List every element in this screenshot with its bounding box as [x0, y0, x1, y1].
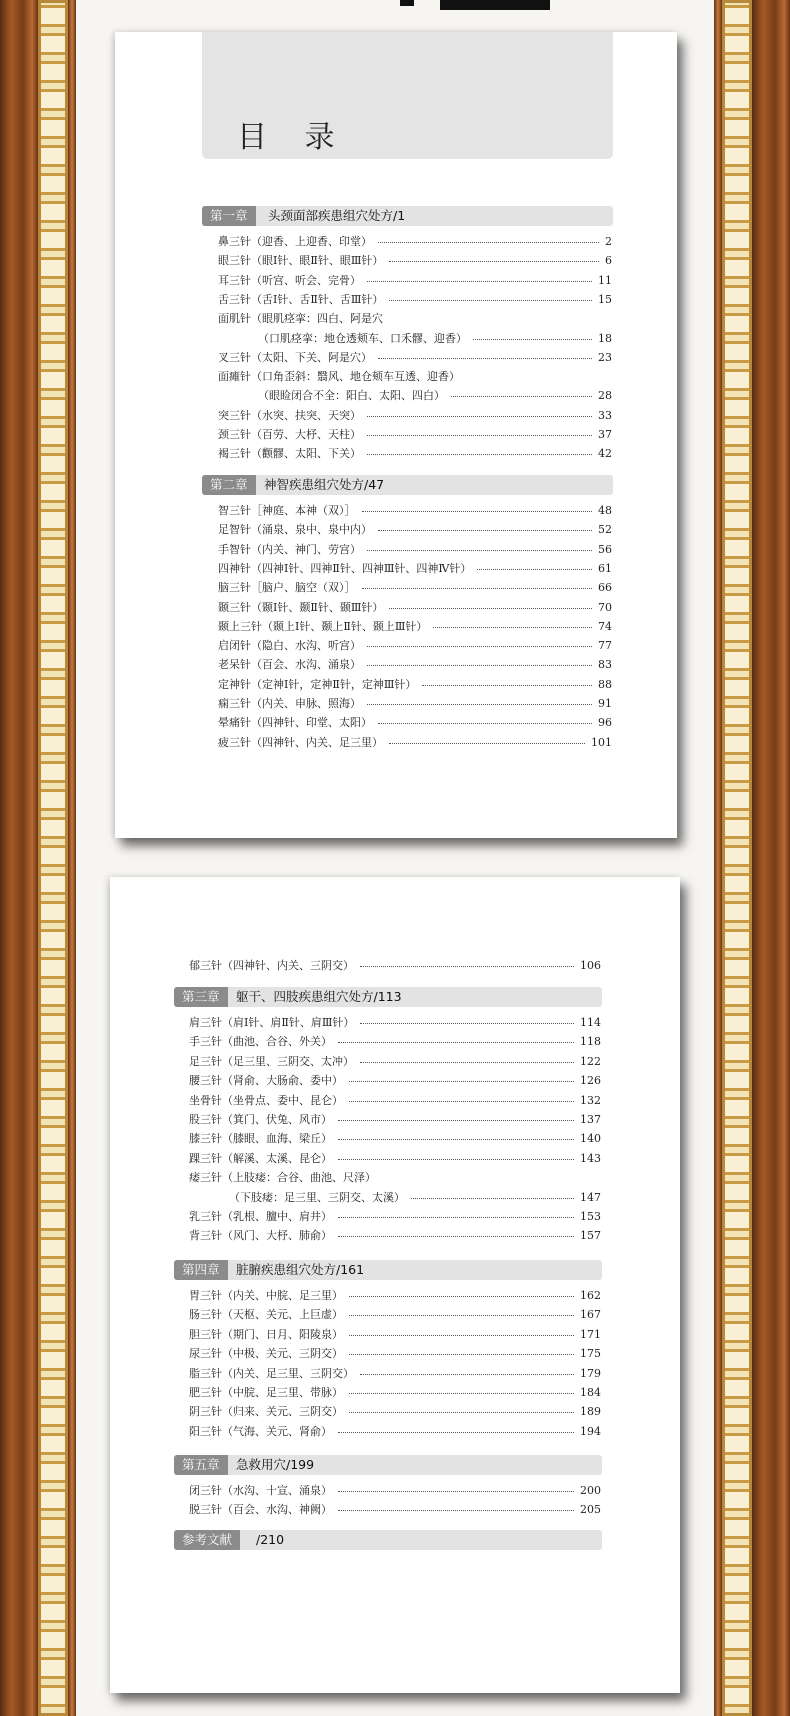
toc-entry: [189, 1033, 601, 1051]
chapter-heading: [174, 987, 602, 1007]
right-decorative-frame: [712, 0, 790, 1716]
leader-dots: [451, 396, 592, 397]
toc-entry-text: 晕痛针（四神针、印堂、太阳）: [218, 714, 376, 732]
toc-entry-page: 157: [580, 1229, 601, 1243]
toc-entry-text: 老呆针（百会、水沟、涌泉）: [218, 656, 365, 674]
toc-entry-text: 闭三针（水沟、十宣、涌泉）: [189, 1482, 336, 1500]
toc-entry-page: 118: [580, 1035, 601, 1049]
leader-dots: [367, 646, 592, 647]
toc-entry-page: 56: [598, 542, 612, 556]
toc-entry-text: 足三针（足三里、三阴交、太冲）: [189, 1053, 358, 1071]
leader-dots: [338, 1236, 574, 1237]
toc-entry-text: 面肌针（眼肌痉挛：四白、阿是穴: [218, 310, 387, 328]
book-page-1: [115, 32, 677, 838]
toc-entry-page: 189: [580, 1405, 601, 1419]
toc-entry: [189, 1365, 601, 1383]
toc-entry-page: 18: [598, 331, 612, 345]
toc-entry-page: 184: [580, 1386, 601, 1399]
toc-entry-page: 91: [598, 697, 612, 710]
toc-entry-text: 叉三针（太阳、下关、阿是穴）: [218, 349, 376, 367]
leader-dots: [360, 1023, 574, 1024]
toc-entry-page: 11: [598, 273, 612, 287]
toc-entry-page: 37: [598, 428, 612, 441]
leader-dots: [473, 339, 592, 340]
toc-entry-text: 智三针［神庭、本神（双）］: [218, 502, 360, 520]
toc-entry: [258, 387, 612, 405]
toc-entry-text: 乳三针（乳根、膻中、肩井）: [189, 1208, 336, 1226]
leader-dots: [349, 1081, 574, 1082]
toc-entry-page: 15: [598, 292, 612, 306]
toc-entry-text: 颞上三针（颞上Ⅰ针、颞上Ⅱ针、颞上Ⅲ针）: [218, 618, 431, 636]
toc-entry: [189, 1227, 601, 1245]
toc-title-box: [202, 32, 613, 159]
toc-entry-text: 尿三针（中极、关元、三阴交）: [189, 1345, 347, 1363]
chapter-title: /210: [256, 1532, 285, 1547]
leader-dots: [411, 1198, 574, 1199]
chapter-tag: 第一章: [202, 206, 256, 226]
toc-entry-text: 胃三针（内关、中脘、足三里）: [189, 1287, 347, 1305]
toc-entry-page: 205: [580, 1503, 601, 1517]
toc-entry: [189, 1014, 601, 1032]
chapter-heading: [174, 1530, 602, 1550]
toc-entry-text: 褐三针（颧髎、太阳、下关）: [218, 445, 365, 463]
chapter-heading: [202, 475, 613, 495]
toc-entry: [258, 330, 612, 348]
chapter-title: 躯干、四肢疾患组穴处方/113: [236, 989, 402, 1004]
toc-entry-text: 舌三针（舌Ⅰ针、舌Ⅱ针、舌Ⅲ针）: [218, 291, 387, 309]
chapter-tag: 参考文献: [174, 1530, 240, 1550]
leader-dots: [349, 1412, 574, 1413]
toc-entry-text: 膝三针（膝眼、血海、梁丘）: [189, 1130, 336, 1148]
chapter-title: 急救用穴/199: [236, 1457, 315, 1472]
toc-entry: [218, 560, 612, 578]
cropped-heading-fragment: [400, 0, 414, 6]
leader-dots: [338, 1432, 574, 1433]
toc-entry: [229, 1189, 601, 1207]
chapter-tag: 第五章: [174, 1455, 228, 1475]
toc-entry-text: 阴三针（归来、关元、三阴交）: [189, 1403, 347, 1421]
toc-entry: [218, 426, 612, 444]
toc-entry-page: 83: [598, 658, 612, 672]
leader-dots: [362, 511, 592, 512]
leader-dots: [360, 966, 574, 967]
leader-dots: [378, 358, 592, 359]
toc-entry: [218, 233, 612, 251]
toc-entry-text: 痫三针（内关、申脉、照海）: [218, 695, 365, 713]
toc-entry: [189, 1208, 601, 1226]
toc-entry: [189, 1306, 601, 1324]
leader-dots: [362, 588, 592, 589]
left-decorative-frame: [0, 0, 78, 1716]
book-page-2: [110, 877, 680, 1693]
leader-dots: [349, 1101, 574, 1102]
toc-entry-page: 96: [598, 716, 612, 730]
toc-entry: [189, 1092, 601, 1110]
toc-entry: [189, 1111, 601, 1129]
toc-entry-page: 106: [580, 959, 601, 972]
toc-entry-page: 162: [580, 1289, 601, 1302]
toc-entry-text: 肩三针（肩Ⅰ针、肩Ⅱ针、肩Ⅲ针）: [189, 1014, 358, 1032]
leader-dots: [389, 261, 599, 262]
toc-entry-page: 23: [598, 350, 612, 364]
toc-entry-text: 定神针（定神Ⅰ针，定神Ⅱ针，定神Ⅲ针）: [218, 676, 420, 694]
toc-entry-page: 61: [598, 561, 612, 575]
leader-dots: [349, 1393, 574, 1394]
chapter-title: 脏腑疾患组穴处方/161: [236, 1262, 365, 1277]
leader-dots: [389, 608, 592, 609]
leader-dots: [349, 1354, 574, 1355]
toc-entry-text: 胆三针（期门、日月、阳陵泉）: [189, 1326, 347, 1344]
toc-entry-text: 眼三针（眼Ⅰ针、眼Ⅱ针、眼Ⅲ针）: [218, 252, 387, 270]
leader-dots: [367, 665, 592, 666]
leader-dots: [367, 281, 592, 282]
toc-entry-page: 147: [580, 1190, 601, 1204]
toc-entry-page: 171: [580, 1327, 601, 1341]
toc-entry-text: 足智针（涌泉、泉中、泉中内）: [218, 521, 376, 539]
toc-entry-text: 突三针（水突、扶突、天突）: [218, 407, 365, 425]
toc-entry: [218, 637, 612, 655]
leader-dots: [367, 704, 592, 705]
toc-entry-page: 74: [598, 619, 612, 633]
leader-dots: [338, 1120, 574, 1121]
toc-entry: [189, 1501, 601, 1519]
toc-entry-page: 153: [580, 1210, 601, 1223]
leader-dots: [349, 1335, 574, 1336]
toc-entry-text: 脂三针（内关、足三里、三阴交）: [189, 1365, 358, 1383]
toc-entry-text: 脱三针（百会、水沟、神阙）: [189, 1501, 336, 1519]
toc-entry-text: 腰三针（肾俞、大肠俞、委中）: [189, 1072, 347, 1090]
toc-entry: [218, 579, 612, 597]
chapter-tag: 第三章: [174, 987, 228, 1007]
toc-entry-page: 77: [598, 639, 612, 653]
toc-entry-text: （眼睑闭合不全：阳白、太阳、四白）: [258, 387, 449, 405]
toc-entry: [218, 252, 612, 270]
leader-dots: [338, 1139, 574, 1140]
toc-entry-page: 48: [598, 504, 612, 517]
leader-dots: [422, 685, 592, 686]
toc-entry-page: 6: [605, 254, 612, 268]
leader-dots: [477, 569, 592, 570]
toc-entry-text: 启闭针（隐白、水沟、听宫）: [218, 637, 365, 655]
toc-entry-page: 70: [598, 600, 612, 614]
toc-entry-page: 114: [580, 1016, 601, 1029]
toc-entry-text: 背三针（风门、大杼、肺俞）: [189, 1227, 336, 1245]
chapter-tag: 第四章: [174, 1260, 228, 1280]
leader-dots: [360, 1374, 574, 1375]
leader-dots: [338, 1042, 574, 1043]
toc-entry: [218, 368, 612, 386]
leader-dots: [367, 454, 592, 455]
toc-entry: [218, 541, 612, 559]
toc-entry: [218, 272, 612, 290]
toc-entry-text: 阳三针（气海、关元、肾俞）: [189, 1423, 336, 1441]
toc-entry-text: 痿三针（上肢痿：合谷、曲池、尺泽）: [189, 1169, 380, 1187]
toc-entry: [189, 1326, 601, 1344]
toc-entry-page: 167: [580, 1308, 601, 1322]
toc-entry-page: 52: [598, 523, 612, 537]
toc-entry: [189, 1130, 601, 1148]
leader-dots: [378, 242, 599, 243]
toc-entry-page: 179: [580, 1366, 601, 1380]
toc-entry-page: 137: [580, 1113, 601, 1126]
toc-entry-page: 66: [598, 581, 612, 595]
toc-entry-page: 88: [598, 677, 612, 691]
toc-entry-text: 踝三针（解溪、太溪、昆仑）: [189, 1150, 336, 1168]
toc-entry-page: 194: [580, 1424, 601, 1438]
toc-entry-page: 28: [598, 389, 612, 403]
leader-dots: [338, 1491, 574, 1492]
toc-entry: [189, 1150, 601, 1168]
toc-entry-page: 200: [580, 1484, 601, 1497]
toc-entry: [189, 1384, 601, 1402]
leader-dots: [338, 1217, 574, 1218]
toc-title: 目 录: [237, 120, 349, 155]
toc-entry-text: （下肢痿：足三里、三阴交、太溪）: [229, 1189, 409, 1207]
toc-entry-text: 颈三针（百劳、大杼、天柱）: [218, 426, 365, 444]
toc-entry-text: 耳三针（听宫、听会、完骨）: [218, 272, 365, 290]
leader-dots: [338, 1159, 574, 1160]
toc-entry: [218, 502, 612, 520]
toc-entry: [218, 695, 612, 713]
chapter-title: 神智疾患组穴处方/47: [264, 477, 385, 492]
toc-entry-text: 四神针（四神Ⅰ针、四神Ⅱ针、四神Ⅲ针、四神Ⅳ针）: [218, 560, 475, 578]
toc-entry: [218, 349, 612, 367]
chapter-heading: [174, 1260, 602, 1280]
leader-dots: [367, 416, 592, 417]
leader-dots: [389, 300, 592, 301]
toc-entry: [189, 957, 601, 975]
leader-dots: [338, 1510, 574, 1511]
toc-entry-page: 122: [580, 1054, 601, 1068]
leader-dots: [349, 1315, 574, 1316]
toc-entry: [218, 407, 612, 425]
toc-entry: [218, 734, 612, 752]
toc-entry-text: 肠三针（天枢、关元、上巨虚）: [189, 1306, 347, 1324]
toc-entry: [218, 521, 612, 539]
toc-entry-text: 颞三针（颞Ⅰ针、颞Ⅱ针、颞Ⅲ针）: [218, 599, 387, 617]
toc-entry: [189, 1287, 601, 1305]
toc-entry: [218, 714, 612, 732]
toc-entry-page: 2: [605, 235, 612, 248]
toc-entry: [189, 1053, 601, 1071]
toc-entry: [189, 1482, 601, 1500]
toc-entry-text: 疲三针（四神针、内关、足三里）: [218, 734, 387, 752]
toc-entry-page: 132: [580, 1093, 601, 1107]
toc-entry: [218, 310, 612, 328]
leader-dots: [378, 530, 592, 531]
toc-entry: [189, 1169, 601, 1187]
toc-entry: [218, 599, 612, 617]
toc-entry-text: 面瘫针（口角歪斜：翳风、地仓颊车互透、迎香）: [218, 368, 464, 386]
toc-entry-text: 鼻三针（迎香、上迎香、印堂）: [218, 233, 376, 251]
toc-entry: [218, 445, 612, 463]
toc-entry-text: 脑三针［脑户、脑空（双）］: [218, 579, 360, 597]
toc-entry: [218, 291, 612, 309]
toc-entry-text: 郁三针（四神针、内关、三阴交）: [189, 957, 358, 975]
toc-entry-page: 33: [598, 408, 612, 422]
leader-dots: [367, 550, 592, 551]
toc-entry: [218, 618, 612, 636]
leader-dots: [367, 435, 592, 436]
leader-dots: [433, 627, 592, 628]
toc-entry: [189, 1403, 601, 1421]
toc-entry: [189, 1423, 601, 1441]
cropped-heading-fragment: [440, 0, 550, 10]
toc-entry-text: （口肌痉挛：地仓透颊车、口禾髎、迎香）: [258, 330, 471, 348]
toc-entry-page: 175: [580, 1347, 601, 1361]
toc-entry-page: 140: [580, 1132, 601, 1146]
toc-entry: [218, 676, 612, 694]
chapter-heading: [202, 206, 613, 226]
toc-entry-page: 143: [580, 1151, 601, 1165]
toc-entry-page: 42: [598, 447, 612, 461]
toc-entry-text: 股三针（箕门、伏兔、风市）: [189, 1111, 336, 1129]
toc-entry-text: 手智针（内关、神门、劳宫）: [218, 541, 365, 559]
toc-entry: [218, 656, 612, 674]
toc-entry-page: 101: [591, 735, 612, 749]
leader-dots: [389, 743, 585, 744]
leader-dots: [360, 1062, 574, 1063]
leader-dots: [349, 1296, 574, 1297]
chapter-heading: [174, 1455, 602, 1475]
chapter-title: 头颈面部疾患组穴处方/1: [268, 208, 406, 223]
toc-entry-text: 坐骨针（坐骨点、委中、昆仑）: [189, 1092, 347, 1110]
toc-entry: [189, 1345, 601, 1363]
toc-entry-page: 126: [580, 1074, 601, 1088]
toc-entry-text: 肥三针（中脘、足三里、带脉）: [189, 1384, 347, 1402]
toc-entry: [189, 1072, 601, 1090]
leader-dots: [378, 723, 592, 724]
chapter-tag: 第二章: [202, 475, 256, 495]
toc-entry-text: 手三针（曲池、合谷、外关）: [189, 1033, 336, 1051]
